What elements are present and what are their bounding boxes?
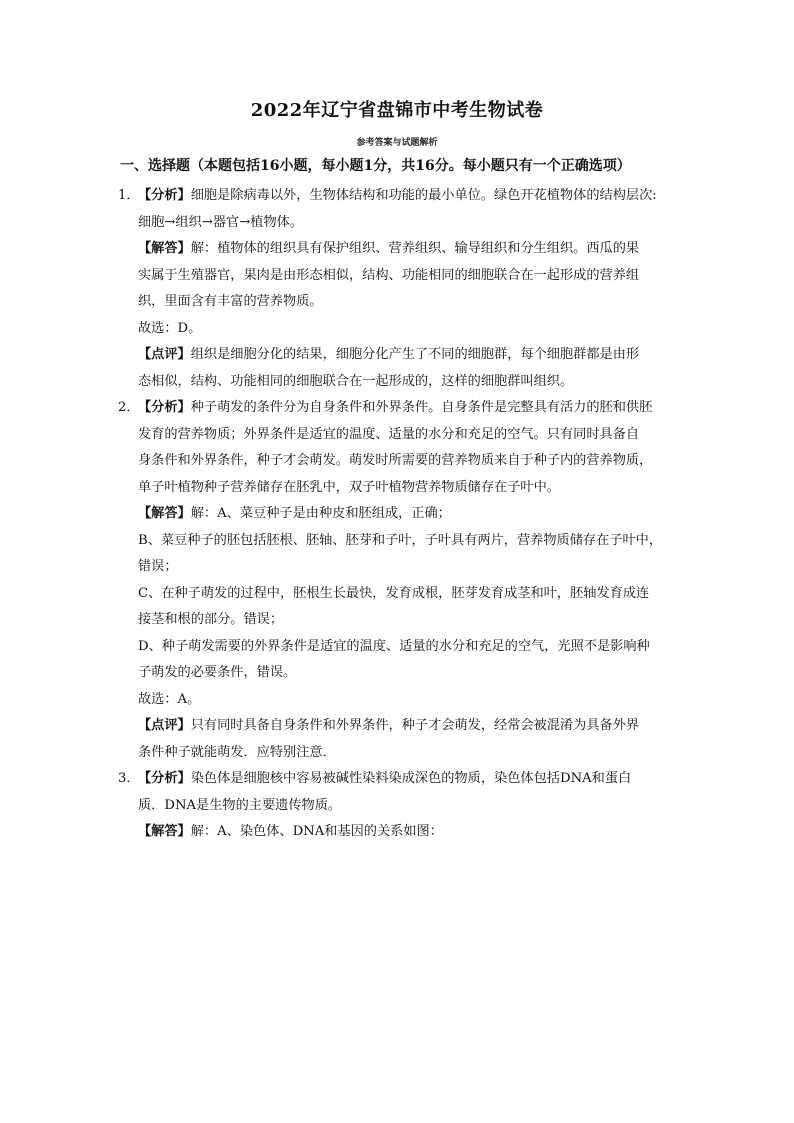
document-body bbox=[118, 183, 678, 846]
q1-answer-line-2: 实属于生殖器官，果肉是由形态相似，结构、功能相同的细胞联合在一起形成的营养组 bbox=[138, 267, 640, 283]
q3-answer-line-1 bbox=[118, 819, 678, 846]
q1-comment-tag: 【点评】 bbox=[138, 347, 191, 362]
q1-choice-text: 故选：D。 bbox=[138, 320, 202, 336]
q2-analysis-line-4: 单子叶植物种子营养储存在胚乳中，双子叶植物营养物质储存在子叶中。 bbox=[138, 479, 560, 495]
q2-answer-text: 解：A、菜豆种子是由种皮和胚组成，正确； bbox=[190, 506, 451, 521]
section-heading: 一、选择题（本题包括16小题，每小题1分，共16分。每小题只有一个正确选项） bbox=[120, 158, 631, 174]
q1-answer-line-1 bbox=[118, 236, 678, 263]
q2-choice-text: 故选：A。 bbox=[138, 691, 201, 707]
q2-analysis-line-2: 发育的营养物质；外界条件是适宜的温度、适量的水分和充足的空气。只有同时具备自 bbox=[138, 426, 640, 442]
q1-analysis-text: 细胞是除病毒以外，生物体结构和功能的最小单位。绿色开花植物体的结构层次: bbox=[190, 188, 657, 203]
q1-comment-line-1 bbox=[118, 342, 678, 369]
q2-comment-tag: 【点评】 bbox=[138, 718, 191, 733]
q3-answer-text: 解：A、染色体、DNA和基因的关系如图： bbox=[190, 824, 443, 839]
q3-analysis-text: 染色体是细胞核中容易被碱性染料染成深色的物质，染色体包括DNA和蛋白 bbox=[190, 771, 632, 786]
q3-analysis-tag: 【分析】 bbox=[138, 771, 191, 786]
q1-comment-text: 组织是细胞分化的结果，细胞分化产生了不同的细胞群，每个细胞群都是由形 bbox=[190, 347, 640, 362]
q2-answer-line-4: C、在种子萌发的过程中，胚根生长最快，发育成根，胚芽发育成茎和叶，胚轴发育成连 bbox=[138, 585, 650, 601]
q3-number: 3． bbox=[118, 771, 140, 786]
q1-comment-line-2: 态相似，结构、功能相同的细胞联合在一起形成的，这样的细胞群叫组织。 bbox=[138, 373, 574, 389]
q2-analysis-tag: 【分析】 bbox=[138, 400, 191, 415]
q3-analysis-line-2: 质．DNA是生物的主要遗传物质。 bbox=[138, 797, 342, 813]
q1-answer-line-3: 织，里面含有丰富的营养物质。 bbox=[138, 294, 323, 309]
page-subtitle: 参考答案与试题解析 bbox=[356, 138, 438, 148]
q2-comment-line-2: 条件种子就能萌发．应特别注意． bbox=[138, 744, 336, 760]
q2-choice bbox=[118, 687, 678, 714]
q1-analysis-line-1 bbox=[118, 183, 678, 210]
q2-comment-text: 只有同时具备自身条件和外界条件，种子才会萌发，经常会被混淆为具备外界 bbox=[190, 718, 640, 733]
page-title: 2022年辽宁省盘锦市中考生物试卷 bbox=[250, 100, 544, 121]
q2-number: 2． bbox=[118, 400, 140, 415]
q2-answer-line-7: 子萌发的必要条件，错误。 bbox=[138, 665, 297, 680]
q1-answer-tag: 【解答】 bbox=[138, 241, 191, 256]
q1-number: 1． bbox=[118, 188, 140, 203]
q1-answer-text: 解：植物体的组织具有保护组织、营养组织、输导组织和分生组织。西瓜的果 bbox=[190, 241, 640, 256]
q3-answer-tag: 【解答】 bbox=[138, 824, 191, 839]
q2-analysis-line-3: 身条件和外界条件，种子才会萌发。萌发时所需要的营养物质来自于种子内的营养物质， bbox=[138, 453, 653, 468]
q2-comment-line-1 bbox=[118, 713, 678, 740]
q1-choice bbox=[118, 316, 678, 343]
q1-analysis-tag: 【分析】 bbox=[138, 188, 191, 203]
q3-analysis-line-1 bbox=[118, 766, 678, 793]
q2-answer-line-2: B、菜豆种子的胚包括胚根、胚轴、胚芽和子叶，子叶具有两片，营养物质储存在子叶中， bbox=[138, 532, 662, 548]
q1-analysis-line-2: 细胞→组织→器官→植物体。 bbox=[138, 214, 304, 230]
q2-analysis-text: 种子萌发的条件分为自身条件和外界条件。自身条件是完整具有活力的胚和供胚 bbox=[190, 400, 653, 415]
q2-answer-tag: 【解答】 bbox=[138, 506, 191, 521]
q2-answer-line-6: D、种子萌发需要的外界条件是适宜的温度、适量的水分和充足的空气，光照不是影响种 bbox=[138, 638, 650, 654]
q2-answer-line-1 bbox=[118, 501, 678, 528]
q2-answer-line-3: 错误； bbox=[138, 559, 178, 574]
q2-answer-line-5: 接茎和根的部分。错误； bbox=[138, 612, 284, 627]
q2-analysis-line-1 bbox=[118, 395, 678, 422]
